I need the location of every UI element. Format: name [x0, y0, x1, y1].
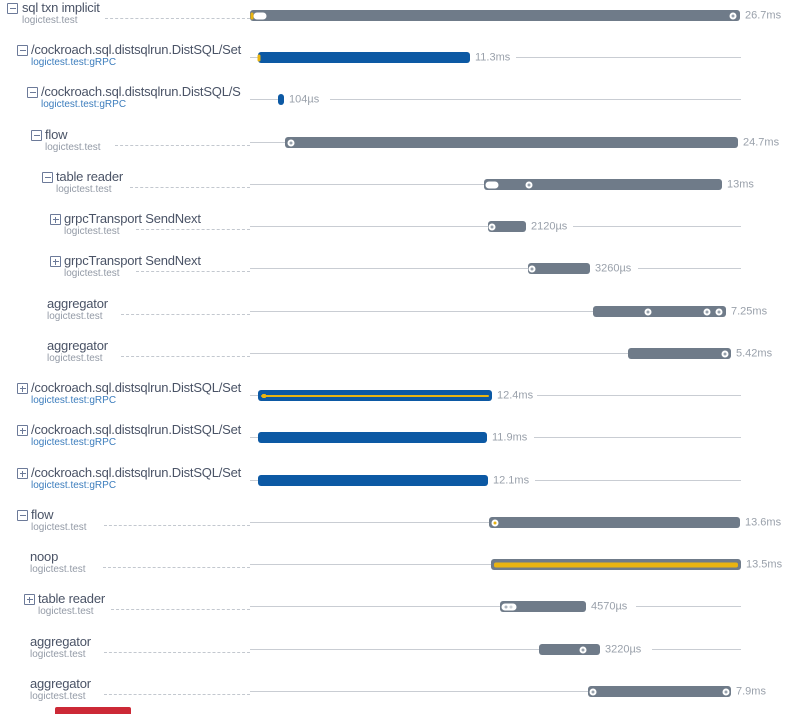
- span-operation-label[interactable]: aggregator: [47, 297, 108, 311]
- span-bar[interactable]: [484, 179, 722, 190]
- span-operation-label[interactable]: grpcTransport SendNext: [64, 254, 201, 268]
- event-pill-marker: [254, 12, 267, 19]
- track-line-before: [250, 606, 500, 607]
- span-bar[interactable]: [250, 10, 740, 21]
- track-line-after: [652, 649, 741, 650]
- event-pill-marker: [486, 181, 499, 188]
- span-operation-label[interactable]: /cockroach.sql.distsqlrun.DistSQL/S: [41, 85, 241, 99]
- event-dot-marker: [722, 350, 729, 357]
- span-label-block: [47, 297, 250, 322]
- event-dot-marker: [258, 54, 261, 61]
- dashed-connector: [105, 18, 250, 19]
- track-line-after: [535, 480, 741, 481]
- track-line-after: [638, 268, 741, 269]
- dashed-connector: [121, 314, 250, 315]
- span-process-label: logictest.test: [64, 268, 120, 279]
- span-process-label: logictest.test:gRPC: [31, 395, 117, 406]
- event-dot-marker: [716, 308, 723, 315]
- span-process-label: logictest.test:gRPC: [41, 99, 127, 110]
- track-line-after: [516, 57, 741, 58]
- track-line-before: [250, 99, 278, 100]
- span-operation-label[interactable]: /cockroach.sql.distsqlrun.DistSQL/Set: [31, 43, 242, 57]
- event-dot-marker: [723, 688, 730, 695]
- track-line-before: [250, 226, 488, 227]
- duration-label: 3220µs: [605, 643, 642, 656]
- event-dot-marker: [489, 223, 496, 230]
- span-operation-label[interactable]: noop: [30, 550, 59, 564]
- track-line-before: [250, 522, 489, 523]
- partial-error-span-bar[interactable]: [55, 707, 131, 714]
- span-bar[interactable]: [258, 52, 470, 63]
- collapse-icon[interactable]: [17, 510, 28, 521]
- span-process-label: logictest.test: [22, 15, 78, 26]
- expand-icon[interactable]: [24, 594, 35, 605]
- expand-icon[interactable]: [17, 425, 28, 436]
- event-dot-marker: [590, 688, 597, 695]
- duration-label: 26.7ms: [745, 9, 782, 22]
- track-line-before: [250, 142, 285, 143]
- span-label-block: [31, 43, 250, 68]
- event-dot-marker: [492, 519, 499, 526]
- track-line-before: [250, 437, 258, 438]
- span-label-block: [31, 381, 250, 406]
- span-operation-label[interactable]: aggregator: [47, 339, 108, 353]
- expand-icon[interactable]: [50, 214, 61, 225]
- track-line-before: [250, 311, 593, 312]
- highlight-stripe: [494, 562, 738, 567]
- duration-label: 13.5ms: [746, 558, 783, 571]
- span-bar[interactable]: [500, 601, 586, 612]
- dashed-connector: [121, 356, 250, 357]
- span-bar[interactable]: [278, 94, 284, 105]
- event-pill-marker: [502, 603, 517, 610]
- span-bar[interactable]: [258, 432, 487, 443]
- event-dot-marker: [580, 646, 587, 653]
- expand-icon[interactable]: [17, 468, 28, 479]
- event-dot-marker: [288, 139, 295, 146]
- track-line-before: [250, 691, 588, 692]
- span-label-block: [30, 550, 250, 575]
- dashed-connector: [136, 271, 250, 272]
- span-label-block: [64, 254, 250, 279]
- track-line-before: [250, 395, 258, 396]
- dashed-connector: [104, 652, 250, 653]
- span-process-label: logictest.test: [30, 564, 86, 575]
- span-operation-label[interactable]: table reader: [56, 170, 123, 184]
- span-process-label: logictest.test: [30, 691, 86, 702]
- dashed-connector: [111, 609, 250, 610]
- span-label-block: [31, 423, 250, 448]
- highlight-stripe: [261, 395, 489, 397]
- collapse-icon[interactable]: [42, 172, 53, 183]
- duration-label: 12.1ms: [493, 474, 530, 487]
- collapse-icon[interactable]: [7, 3, 18, 14]
- duration-label: 11.9ms: [492, 431, 528, 444]
- collapse-icon[interactable]: [17, 45, 28, 56]
- duration-label: 7.9ms: [736, 685, 766, 698]
- span-process-label: logictest.test:gRPC: [31, 480, 117, 491]
- span-process-label: logictest.test: [38, 606, 94, 617]
- span-operation-label[interactable]: flow: [45, 128, 68, 142]
- span-process-label: logictest.test:gRPC: [31, 437, 117, 448]
- duration-label: 13.6ms: [745, 516, 782, 529]
- event-dot-marker: [526, 181, 533, 188]
- duration-label: 24.7ms: [743, 136, 780, 149]
- span-operation-label[interactable]: flow: [31, 508, 54, 522]
- track-line-after: [537, 395, 741, 396]
- span-bar[interactable]: [489, 517, 740, 528]
- span-label-block: [22, 1, 250, 26]
- span-operation-label[interactable]: sql txn implicit: [22, 1, 100, 15]
- span-operation-label[interactable]: /cockroach.sql.distsqlrun.DistSQL/Set: [31, 381, 242, 395]
- event-dot-marker: [704, 308, 711, 315]
- duration-label: 11.3ms: [475, 51, 511, 64]
- track-line-before: [250, 353, 628, 354]
- span-bar[interactable]: [593, 306, 726, 317]
- span-process-label: logictest.test: [47, 353, 103, 364]
- span-operation-label[interactable]: /cockroach.sql.distsqlrun.DistSQL/Set: [31, 423, 242, 437]
- dashed-connector: [104, 525, 250, 526]
- track-line-before: [250, 564, 491, 565]
- expand-icon[interactable]: [17, 383, 28, 394]
- duration-label: 3260µs: [595, 262, 632, 275]
- span-label-block: [56, 170, 250, 195]
- span-operation-label[interactable]: aggregator: [30, 635, 91, 649]
- span-label-block: [64, 212, 250, 237]
- track-line-before: [250, 184, 484, 185]
- span-label-block: [30, 635, 250, 660]
- span-label-block: [31, 508, 250, 533]
- dashed-connector: [130, 187, 250, 188]
- span-operation-label[interactable]: table reader: [38, 592, 105, 606]
- track-line-before: [250, 480, 258, 481]
- duration-label: 13ms: [727, 178, 754, 191]
- span-bar[interactable]: [539, 644, 600, 655]
- span-bar[interactable]: [258, 390, 492, 401]
- span-operation-label[interactable]: /cockroach.sql.distsqlrun.DistSQL/Set: [31, 466, 242, 480]
- span-label-block: [38, 592, 250, 617]
- event-dot-marker: [730, 12, 737, 19]
- span-bar[interactable]: [285, 137, 738, 148]
- duration-label: 104µs: [289, 93, 320, 106]
- span-label-block: [47, 339, 250, 364]
- collapse-icon[interactable]: [31, 130, 42, 141]
- span-label-block: [41, 85, 250, 110]
- span-process-label: logictest.test: [64, 226, 120, 237]
- span-label-block: [45, 128, 250, 153]
- span-process-label: logictest.test: [45, 142, 101, 153]
- span-bar[interactable]: [491, 559, 741, 570]
- span-bar[interactable]: [488, 221, 526, 232]
- duration-label: 12.4ms: [497, 389, 534, 402]
- event-dot-marker: [529, 265, 536, 272]
- duration-label: 4570µs: [591, 600, 628, 613]
- dashed-connector: [103, 567, 250, 568]
- span-process-label: logictest.test: [31, 522, 87, 533]
- span-bar[interactable]: [528, 263, 590, 274]
- span-process-label: logictest.test: [47, 311, 103, 322]
- dashed-connector: [104, 694, 250, 695]
- span-process-label: logictest.test: [56, 184, 112, 195]
- track-line-after: [573, 226, 741, 227]
- span-bar[interactable]: [628, 348, 731, 359]
- span-label-block: [30, 677, 250, 702]
- dashed-connector: [115, 145, 250, 146]
- span-label-block: [31, 466, 250, 491]
- span-process-label: logictest.test:gRPC: [31, 57, 117, 68]
- duration-label: 2120µs: [531, 220, 568, 233]
- event-dot-marker: [262, 394, 266, 398]
- span-operation-label[interactable]: aggregator: [30, 677, 91, 691]
- span-bar[interactable]: [258, 475, 488, 486]
- span-bar[interactable]: [588, 686, 731, 697]
- track-line-after: [330, 99, 741, 100]
- dashed-connector: [136, 229, 250, 230]
- track-line-before: [250, 649, 539, 650]
- track-line-after: [636, 606, 741, 607]
- collapse-icon[interactable]: [27, 87, 38, 98]
- track-line-before: [250, 268, 528, 269]
- track-line-after: [534, 437, 741, 438]
- duration-label: 7.25ms: [731, 305, 768, 318]
- span-process-label: logictest.test: [30, 649, 86, 660]
- span-operation-label[interactable]: grpcTransport SendNext: [64, 212, 201, 226]
- duration-label: 5.42ms: [736, 347, 773, 360]
- expand-icon[interactable]: [50, 256, 61, 267]
- event-dot-marker: [645, 308, 652, 315]
